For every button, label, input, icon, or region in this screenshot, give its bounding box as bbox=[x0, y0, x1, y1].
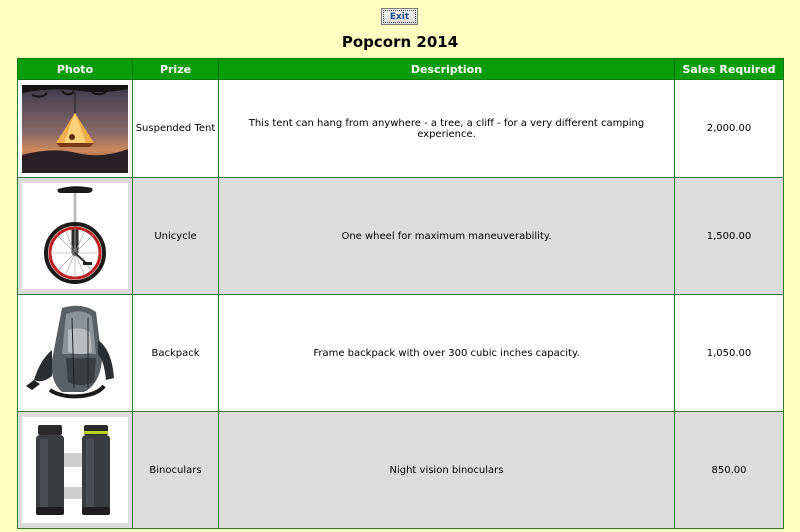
header-prize: Prize bbox=[133, 59, 219, 80]
table-row bbox=[18, 412, 784, 529]
header-description: Description bbox=[219, 59, 675, 80]
photo-cell bbox=[18, 295, 133, 412]
sales-cell: 850.00 bbox=[675, 412, 784, 529]
description-cell: Frame backpack with over 300 cubic inches capacity. bbox=[219, 295, 675, 412]
photo-cell bbox=[18, 178, 133, 295]
sales-cell: 1,500.00 bbox=[675, 178, 784, 295]
table-row bbox=[18, 80, 784, 178]
exit-button[interactable]: Exit bbox=[381, 8, 418, 25]
header-photo: Photo bbox=[18, 59, 133, 80]
prize-cell: Binoculars bbox=[133, 412, 219, 529]
table-row bbox=[18, 295, 784, 412]
description-cell: This tent can hang from anywhere - a tree, a cliff - for a very different camping experience. bbox=[219, 80, 675, 178]
description-cell: One wheel for maximum maneuverability. bbox=[219, 178, 675, 295]
sales-cell: 2,000.00 bbox=[675, 80, 784, 178]
table-header-row bbox=[18, 59, 784, 80]
photo-cell bbox=[18, 80, 133, 178]
prize-cell: Unicycle bbox=[133, 178, 219, 295]
prize-cell: Suspended Tent bbox=[133, 80, 219, 178]
table-row bbox=[18, 178, 784, 295]
prize-cell: Backpack bbox=[133, 295, 219, 412]
page-title: Popcorn 2014 bbox=[341, 33, 459, 51]
photo-cell bbox=[18, 412, 133, 529]
backpack-photo bbox=[22, 300, 128, 406]
prizes-table bbox=[17, 58, 784, 529]
description-cell: Night vision binoculars bbox=[219, 412, 675, 529]
sales-cell: 1,050.00 bbox=[675, 295, 784, 412]
binoculars-photo bbox=[22, 417, 128, 523]
suspended-tent-photo bbox=[22, 85, 128, 173]
unicycle-photo bbox=[22, 183, 128, 289]
header-sales-required: Sales Required bbox=[675, 59, 784, 80]
